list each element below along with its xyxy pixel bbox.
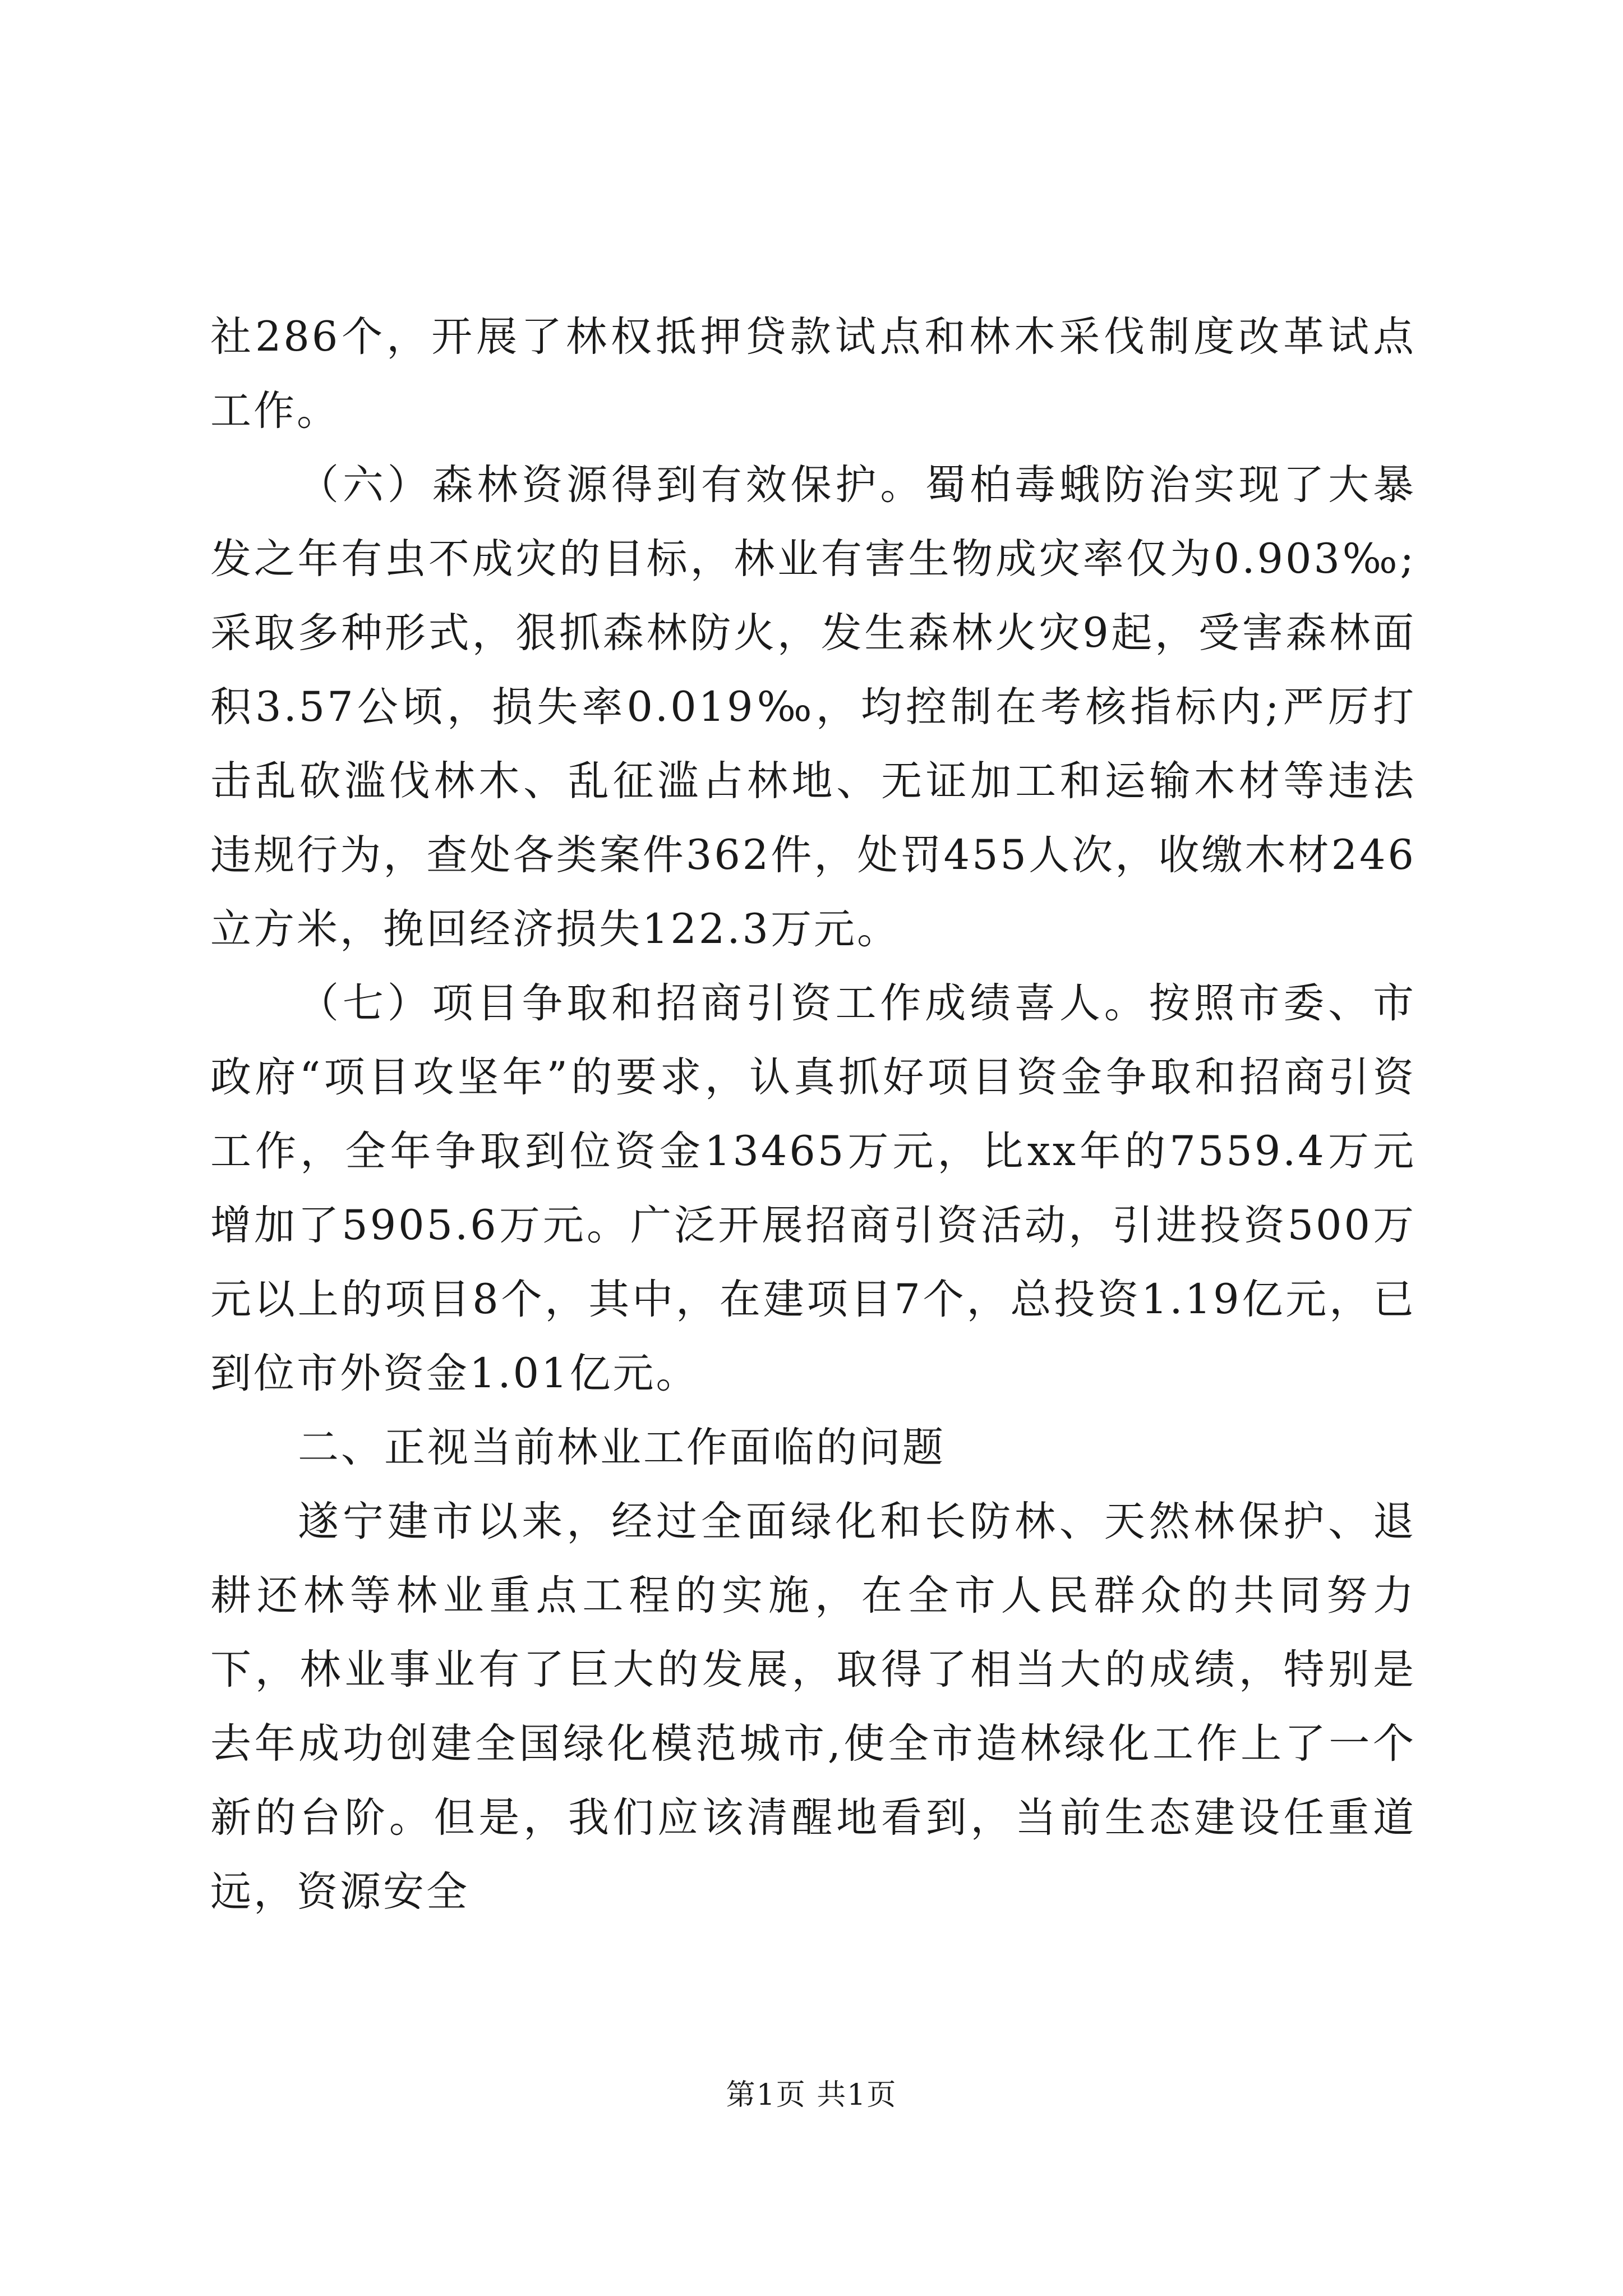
paragraph-section-six: （六）森林资源得到有效保护。蜀柏毒蛾防治实现了大暴发之年有虫不成灾的目标，林业有害生物成灾率仅为0.903‰;采取多种形式，狠抓森林防火，发生森林火灾9起，受害森林面积3.57公顷，损失率0.019‰，均控制在考核指标内;严厉打击乱砍滥伐林木、乱征滥占林地、无证加工和运输木材等违法违规行为，查处各类案件362件，处罚455人次，收缴木材246立方米，挽回经济损失122.3万元。 (210, 461, 1416, 953)
paragraph-continuation: 社286个，开展了林权抵押贷款试点和林木采伐制度改革试点工作。 (210, 313, 1416, 435)
paragraph-final: 遂宁建市以来，经过全面绿化和长防林、天然林保护、退耕还林等林业重点工程的实施，在全市人民群众的共同努力下，林业事业有了巨大的发展，取得了相当大的成绩，特别是去年成功创建全国绿化模范城市,使全市造林绿化工作上了一个新的台阶。但是，我们应该清醒地看到，当前生态建设任重道远，资源安全 (210, 1498, 1416, 1916)
paragraph-section-seven: （七）项目争取和招商引资工作成绩喜人。按照市委、市政府“项目攻坚年”的要求，认真抓好项目资金争取和招商引资工作，全年争取到位资金13465万元，比xx年的7559.4万元增加了5905.6万元。广泛开展招商引资活动，引进投资500万元以上的项目8个，其中，在建项目7个，总投资1.19亿元，已到位市外资金1.01亿元。 (210, 979, 1416, 1397)
page-footer: 第1页 共1页 (726, 2078, 897, 2112)
section-heading: 二、正视当前林业工作面临的问题 (298, 1424, 946, 1471)
document-body (210, 300, 1416, 1929)
